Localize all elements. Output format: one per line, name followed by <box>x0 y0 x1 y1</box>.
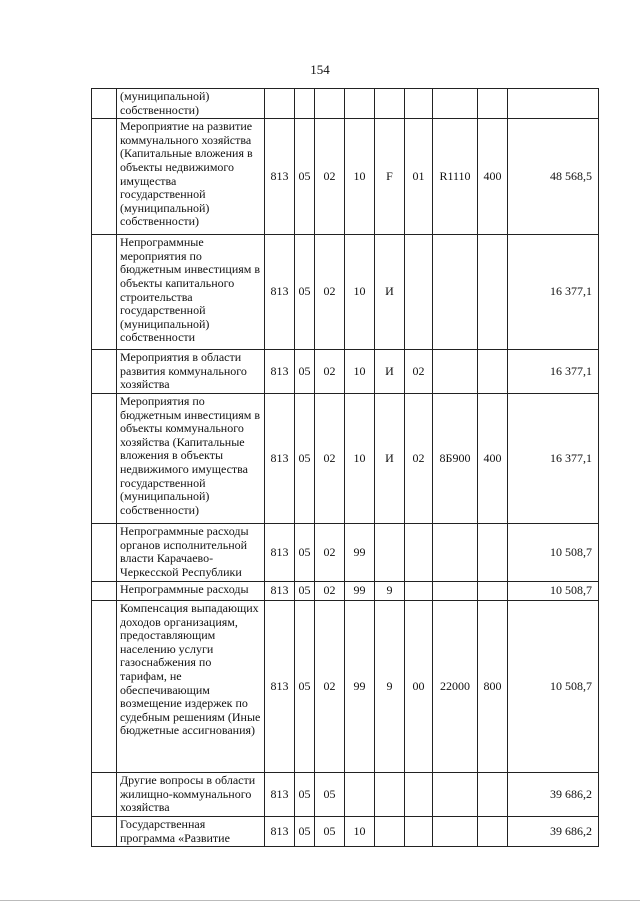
cell-rz: 05 <box>295 350 315 394</box>
cell-csr-subprogram: И <box>375 393 405 523</box>
cell-rz: 05 <box>295 523 315 581</box>
cell-csr-program: 10 <box>345 816 375 846</box>
cell-rz: 05 <box>295 581 315 600</box>
cell-csr-direction <box>433 350 478 394</box>
cell-csr-direction: 22000 <box>433 600 478 772</box>
row-name: Мероприятия в области развития коммунального хозяйства <box>117 350 265 394</box>
cell-vr: 400 <box>478 119 508 235</box>
cell-csr-subprogram <box>375 816 405 846</box>
cell-csr-direction <box>433 772 478 816</box>
cell-rz: 05 <box>295 393 315 523</box>
cell-amount: 10 508,7 <box>508 581 599 600</box>
cell-vr <box>478 235 508 350</box>
cell-csr-subprogram <box>375 772 405 816</box>
cell-vr <box>478 772 508 816</box>
table-row <box>92 581 599 600</box>
cell-csr-program <box>345 89 375 119</box>
cell-pr: 02 <box>315 235 345 350</box>
cell-amount <box>508 89 599 119</box>
cell-amount: 39 686,2 <box>508 816 599 846</box>
cell-csr-program: 99 <box>345 581 375 600</box>
cell-vr <box>478 581 508 600</box>
cell-csr-event <box>405 581 433 600</box>
cell-grbs: 813 <box>265 523 295 581</box>
table-row <box>92 350 599 394</box>
cell-csr-event <box>405 523 433 581</box>
table-row <box>92 393 599 523</box>
cell-csr-event: 01 <box>405 119 433 235</box>
cell-rz: 05 <box>295 119 315 235</box>
cell-grbs: 813 <box>265 119 295 235</box>
cell-csr-direction <box>433 89 478 119</box>
row-name: (муниципальной) собственности) <box>117 89 265 119</box>
row-name: Мероприятия по бюджетным инвестициям в объекты коммунального хозяйства (Капитальные вложения в объекты недвижимого имущества государственной (муниципальной) собственности) <box>117 393 265 523</box>
cell-vr <box>478 89 508 119</box>
cell-grbs <box>265 89 295 119</box>
cell-csr-subprogram: И <box>375 350 405 394</box>
cell-amount: 16 377,1 <box>508 350 599 394</box>
cell-csr-program: 99 <box>345 600 375 772</box>
cell-pr: 02 <box>315 600 345 772</box>
cell-csr-program: 10 <box>345 350 375 394</box>
cell-grbs: 813 <box>265 350 295 394</box>
cell-pr: 02 <box>315 350 345 394</box>
cell-csr-program: 10 <box>345 393 375 523</box>
cell-pr <box>315 89 345 119</box>
cell-csr-direction: 8Б900 <box>433 393 478 523</box>
row-name: Другие вопросы в области жилищно-коммунального хозяйства <box>117 772 265 816</box>
cell-grbs: 813 <box>265 235 295 350</box>
cell-csr-subprogram: И <box>375 235 405 350</box>
cell-grbs: 813 <box>265 600 295 772</box>
cell-vr <box>478 350 508 394</box>
cell-grbs: 813 <box>265 772 295 816</box>
row-name: Мероприятие на развитие коммунального хозяйства (Капитальные вложения в объекты недвижимого имущества государственной (муниципальной) собственности) <box>117 119 265 235</box>
cell-grbs: 813 <box>265 816 295 846</box>
cell-amount: 10 508,7 <box>508 600 599 772</box>
cell-csr-direction <box>433 816 478 846</box>
table-row <box>92 89 599 119</box>
cell-rz: 05 <box>295 816 315 846</box>
cell-pr: 02 <box>315 523 345 581</box>
table-row <box>92 523 599 581</box>
cell-pr: 02 <box>315 581 345 600</box>
cell-pr: 02 <box>315 393 345 523</box>
table-row <box>92 235 599 350</box>
cell-csr-event: 02 <box>405 350 433 394</box>
cell-csr-event <box>405 89 433 119</box>
cell-vr <box>478 816 508 846</box>
page-edge-rule <box>0 900 640 901</box>
cell-csr-event <box>405 816 433 846</box>
cell-csr-event: 00 <box>405 600 433 772</box>
cell-csr-program: 99 <box>345 523 375 581</box>
cell-csr-direction: R1110 <box>433 119 478 235</box>
cell-amount: 10 508,7 <box>508 523 599 581</box>
cell-vr: 400 <box>478 393 508 523</box>
cell-vr: 800 <box>478 600 508 772</box>
budget-table <box>91 88 599 847</box>
cell-amount: 16 377,1 <box>508 235 599 350</box>
cell-rz: 05 <box>295 600 315 772</box>
cell-amount: 48 568,5 <box>508 119 599 235</box>
row-name: Компенсация выпадающих доходов организациям, предоставляющим населению услуги газоснабжения по тарифам, не обеспечивающим возмещение издержек по судебным решениям (Иные бюджетные ассигнования) <box>117 600 265 772</box>
cell-rz: 05 <box>295 235 315 350</box>
row-name: Непрограммные расходы органов исполнительной власти Карачаево-Черкесской Республики <box>117 523 265 581</box>
cell-pr: 05 <box>315 816 345 846</box>
cell-csr-event <box>405 235 433 350</box>
cell-csr-program: 10 <box>345 235 375 350</box>
table-row <box>92 600 599 772</box>
cell-amount: 16 377,1 <box>508 393 599 523</box>
cell-pr: 02 <box>315 119 345 235</box>
table-row <box>92 772 599 816</box>
cell-csr-subprogram <box>375 523 405 581</box>
cell-csr-program <box>345 772 375 816</box>
cell-rz <box>295 89 315 119</box>
cell-amount: 39 686,2 <box>508 772 599 816</box>
cell-csr-subprogram <box>375 89 405 119</box>
row-name: Непрограммные расходы <box>117 581 265 600</box>
cell-pr: 05 <box>315 772 345 816</box>
cell-csr-subprogram: 9 <box>375 581 405 600</box>
row-name: Государственная программа «Развитие <box>117 816 265 846</box>
table-row <box>92 119 599 235</box>
cell-grbs: 813 <box>265 581 295 600</box>
cell-csr-direction <box>433 235 478 350</box>
cell-rz: 05 <box>295 772 315 816</box>
cell-csr-direction <box>433 523 478 581</box>
page-number: 154 <box>310 62 330 77</box>
table-row <box>92 816 599 846</box>
row-name: Непрограммные мероприятия по бюджетным инвестициям в объекты капитального строительства государственной (муниципальной) собственности <box>117 235 265 350</box>
cell-csr-direction <box>433 581 478 600</box>
cell-vr <box>478 523 508 581</box>
cell-csr-subprogram: F <box>375 119 405 235</box>
cell-csr-program: 10 <box>345 119 375 235</box>
cell-csr-subprogram: 9 <box>375 600 405 772</box>
cell-csr-event <box>405 772 433 816</box>
cell-grbs: 813 <box>265 393 295 523</box>
cell-csr-event: 02 <box>405 393 433 523</box>
